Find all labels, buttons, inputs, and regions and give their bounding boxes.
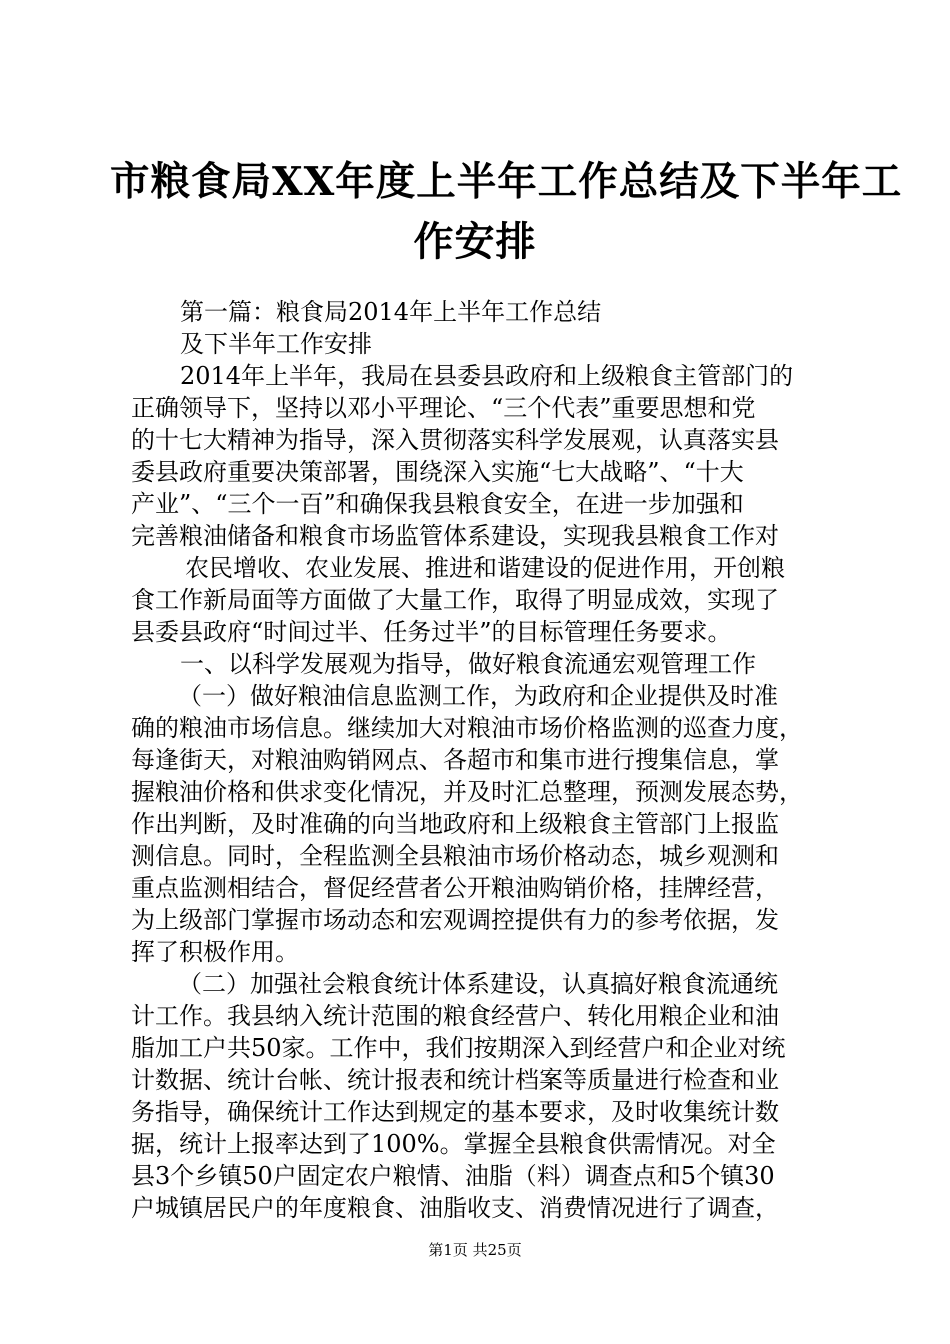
paragraph-line: 为上级部门掌握市场动态和宏观调控提供有力的参考依据，发 bbox=[131, 906, 779, 934]
paragraph-line: 县3个乡镇50户固定农户粮情、油脂（料）调查点和5个镇30 bbox=[131, 1162, 775, 1190]
paragraph-line: 挥了积极作用。 bbox=[131, 938, 299, 966]
paragraph-line: 户城镇居民户的年度粮食、油脂收支、消费情况进行了调查， bbox=[131, 1194, 779, 1222]
paragraph-line: 完善粮油储备和粮食市场监管体系建设，实现我县粮食工作对 bbox=[131, 522, 779, 550]
section-heading: 第一篇：粮食局2014年上半年工作总结 bbox=[180, 298, 602, 326]
paragraph-line: 作出判断，及时准确的向当地政府和上级粮食主管部门上报监 bbox=[131, 810, 779, 838]
paragraph-line: 据，统计上报率达到了100%。掌握全县粮食供需情况。对全 bbox=[131, 1130, 776, 1158]
document-title-line-1: 市粮食局XX年度上半年工作总结及下半年工 bbox=[110, 159, 903, 205]
paragraph-line: （二）加强社会粮食统计体系建设，认真搞好粮食流通统 bbox=[178, 970, 778, 998]
paragraph-line: 每逢街天，对粮油购销网点、各超市和集市进行搜集信息，掌 bbox=[131, 746, 779, 774]
paragraph-line: 县委县政府“时间过半、任务过半”的目标管理任务要求。 bbox=[131, 618, 732, 646]
paragraph-line: 委县政府重要决策部署，围绕深入实施“七大战略”、“十大 bbox=[131, 458, 744, 486]
paragraph-line: （一）做好粮油信息监测工作，为政府和企业提供及时准 bbox=[178, 682, 778, 710]
paragraph-line: 握粮油价格和供求变化情况，并及时汇总整理，预测发展态势， bbox=[131, 778, 803, 806]
page-number-footer: 第1页 共25页 bbox=[428, 1241, 522, 1259]
paragraph-line: 正确领导下，坚持以邓小平理论、“三个代表”重要思想和党 bbox=[131, 394, 756, 422]
paragraph-line: 计工作。我县纳入统计范围的粮食经营户、转化用粮企业和油 bbox=[131, 1002, 779, 1030]
paragraph-line: 农民增收、农业发展、推进和谐建设的促进作用，开创粮 bbox=[185, 554, 785, 582]
paragraph-line: 2014年上半年，我局在县委县政府和上级粮食主管部门的 bbox=[180, 362, 794, 390]
paragraph-line: 食工作新局面等方面做了大量工作，取得了明显成效，实现了 bbox=[131, 586, 779, 614]
paragraph-line: 脂加工户共50家。工作中，我们按期深入到经营户和企业对统 bbox=[131, 1034, 786, 1062]
paragraph-line: 计数据、统计台帐、统计报表和统计档案等质量进行检查和业 bbox=[131, 1066, 779, 1094]
paragraph-line: 务指导，确保统计工作达到规定的基本要求，及时收集统计数 bbox=[131, 1098, 779, 1126]
paragraph-line: 确的粮油市场信息。继续加大对粮油市场价格监测的巡查力度， bbox=[131, 714, 803, 742]
document-title-line-2: 作安排 bbox=[413, 218, 537, 265]
paragraph-line: 测信息。同时，全程监测全县粮油市场价格动态，城乡观测和 bbox=[131, 842, 779, 870]
paragraph-line: 的十七大精神为指导，深入贯彻落实科学发展观，认真落实县 bbox=[131, 426, 779, 454]
subsection-heading: 一、以科学发展观为指导，做好粮食流通宏观管理工作 bbox=[180, 650, 756, 678]
section-heading-continued: 及下半年工作安排 bbox=[180, 330, 372, 358]
paragraph-line: 产业”、“三个一百”和确保我县粮食安全，在进一步加强和 bbox=[131, 490, 744, 518]
paragraph-line: 重点监测相结合，督促经营者公开粮油购销价格，挂牌经营， bbox=[131, 874, 779, 902]
